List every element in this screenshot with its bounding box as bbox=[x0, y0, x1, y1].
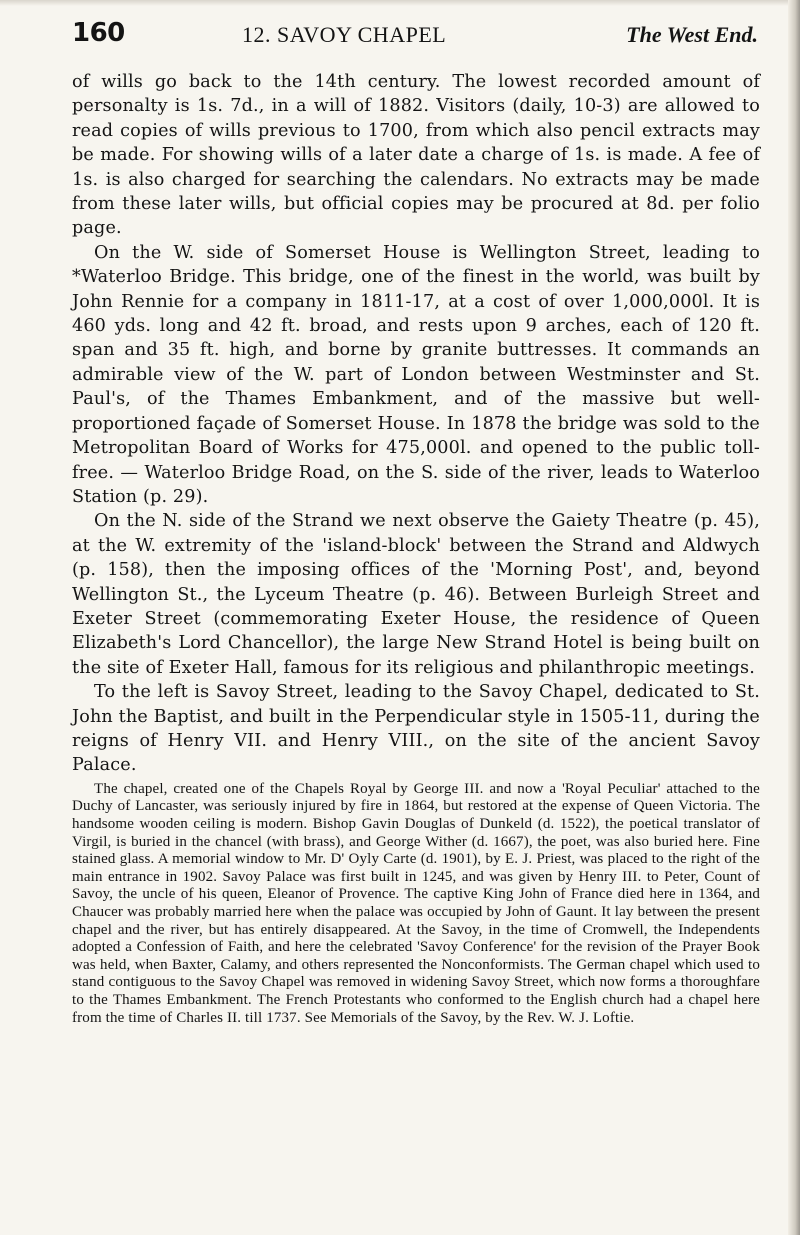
body-text bbox=[72, 70, 760, 1027]
section-title: The West End. bbox=[626, 22, 758, 47]
paragraph-waterloo-bridge: On the W. side of Somerset House is Wellington Street, leading to *Waterloo Bridge. This bridge, one of the finest in the world, was built by John Rennie for a company in 1811-17, at a cost of over 1,000,000l. It is 460 yds. long and 42 ft. broad, and rests upon 9 arches, each of 120 ft. span and 35 ft. high, and borne by granite buttresses. It commands an admirable view of the W. part of London between Westminster and St. Paul's, of the Thames Embankment, and of the massive but well-proportioned façade of Somerset House. In 1878 the bridge was sold to the Metropolitan Board of Works for 475,000l. and opened to the public toll-free. — Waterloo Bridge Road, on the S. side of the river, leads to Waterloo Station (p. 29). bbox=[72, 242, 760, 507]
paragraph-chapel-history: The chapel, created one of the Chapels Royal by George III. and now a 'Royal Peculiar' attached to the Duchy of Lancaster, was seriously injured by fire in 1864, but restored at the expense of Queen Victoria. The handsome wooden ceiling is modern. Bishop Gavin Douglas of Dunkeld (d. 1522), the poetical translator of Virgil, is buried in the chancel (with brass), and George Wither (d. 1667), the poet, was also buried here. Fine stained glass. A memorial window to Mr. D' Oyly Carte (d. 1901), by E. J. Priest, was placed to the right of the main entrance in 1902. Savoy Palace was first built in 1245, and was given by Henry III. to Peter, Count of Savoy, the uncle of his queen, Eleanor of Provence. The captive King John of France died here in 1364, and Chaucer was probably married here when the palace was occupied by John of Gaunt. It lay between the present chapel and the river, but has entirely disappeared. At the Savoy, in the time of Cromwell, the Independents adopted a Confession of Faith, and here the celebrated 'Savoy Conference' for the revision of the Prayer Book was held, when Baxter, Calamy, and others represented the Nonconformists. The German chapel which used to stand contiguous to the Savoy Chapel was removed in widening Savoy Street, which now forms a thoroughfare to the Thames Embankment. The French Protestants who conformed to the English church had a chapel here from the time of Charles II. till 1737. See Memorials of the Savoy, by the Rev. W. J. Loftie. bbox=[72, 780, 760, 1026]
paragraph-savoy-chapel: To the left is Savoy Street, leading to the Savoy Chapel, dedicated to St. John the Baptist, and built in the Perpendicular style in 1505-11, during the reigns of Henry VII. and Henry VIII., on the site of the ancient Savoy Palace. bbox=[72, 682, 760, 776]
page-top-edge bbox=[0, 0, 800, 6]
running-header bbox=[72, 18, 762, 54]
page-number: 160 bbox=[72, 18, 125, 48]
chapter-title: 12. SAVOY CHAPEL bbox=[242, 22, 447, 47]
paragraph-strand-north: On the N. side of the Strand we next observe the Gaiety Theatre (p. 45), at the W. extremity of the 'island-block' between the Strand and Aldwych (p. 158), then the imposing offices of the 'Morning Post', and, beyond Wellington St., the Lyceum Theatre (p. 46). Between Burleigh Street and Exeter Street (commemorating Exeter House, the residence of Queen Elizabeth's Lord Chancellor), the large New Strand Hotel is being built on the site of Exeter Hall, famous for its religious and philanthropic meetings. bbox=[72, 511, 760, 678]
page-right-edge bbox=[788, 0, 800, 1235]
paragraph-wills: of wills go back to the 14th century. The lowest recorded amount of personalty is 1s. 7d., in a will of 1882. Visitors (daily, 10-3) are allowed to read copies of wills previous to 1700, from which also pencil extracts may be made. For showing wills of a later date a charge of 1s. is made. A fee of 1s. is also charged for searching the calendars. No extracts may be made from these later wills, but official copies may be procured at 8d. per folio page. bbox=[72, 72, 760, 239]
